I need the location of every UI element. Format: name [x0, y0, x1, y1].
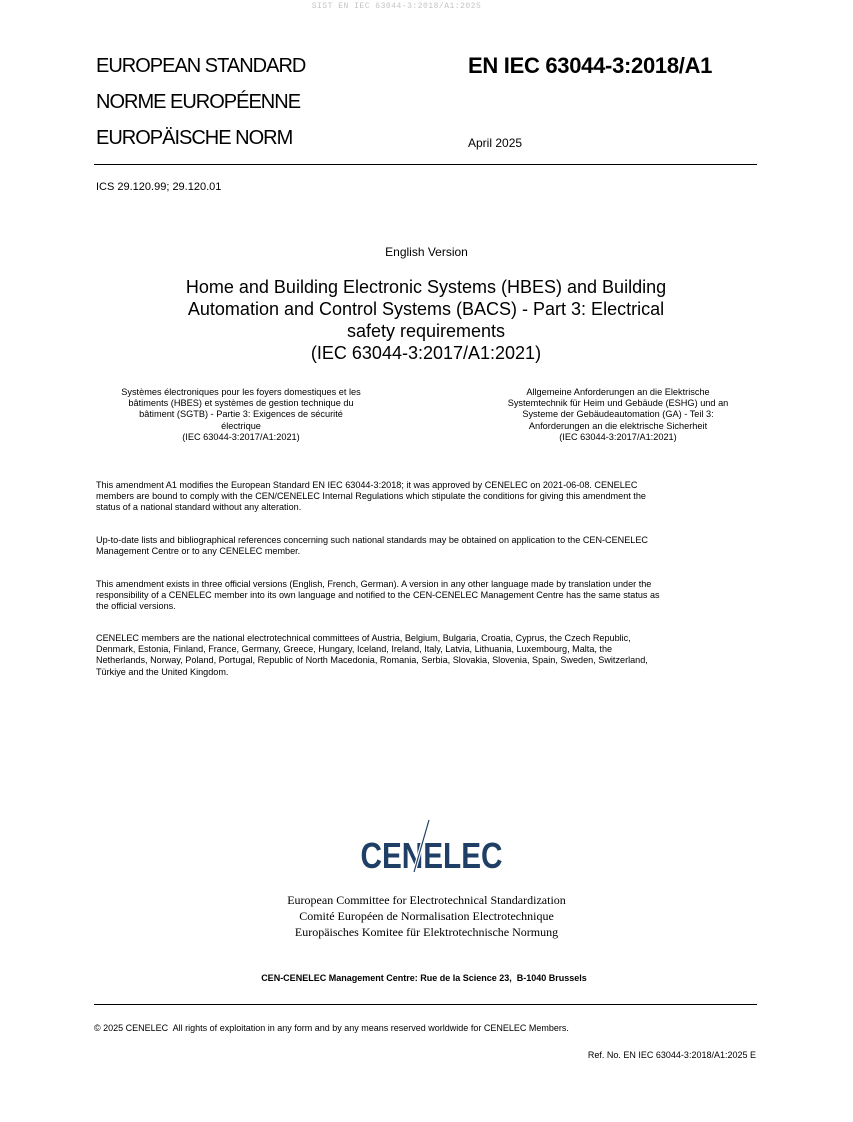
- document-number: EN IEC 63044-3:2018/A1: [468, 53, 713, 78]
- references-paragraph: [96, 535, 761, 557]
- committee-name-german: Europäisches Komitee für Elektrotechnische Normung: [294, 925, 559, 939]
- french-title-line: bâtiments (HBES) et systèmes de gestion technique du: [128, 398, 354, 409]
- standard-type-english: EUROPEAN STANDARD: [96, 55, 306, 77]
- german-title-line: Allgemeine Anforderungen an die Elektrische: [526, 387, 710, 397]
- reference-number: Ref. No. EN IEC 63044-3:2018/A1:2025 E: [587, 1050, 756, 1060]
- french-title: [96, 387, 386, 443]
- standard-type-french: NORME EUROPÉENNE: [96, 91, 301, 113]
- paragraph-line: This amendment exists in three official versions (English, French, German). A version in any other language made by translation under the: [96, 579, 652, 589]
- title-line: safety requirements: [346, 321, 506, 341]
- paragraph-line: responsibility of a CENELEC member into its own language and notified to the CEN-CENELEC Management Centre has the same status as: [96, 590, 660, 601]
- copyright-notice: © 2025 CENELEC All rights of exploitation in any form and by any means reserved worldwide for CENELEC Members.: [94, 1023, 569, 1033]
- logo-wordmark: CENELEC: [360, 835, 503, 876]
- german-title: [480, 387, 756, 443]
- footer-divider: [94, 1004, 757, 1005]
- amendment-paragraph: [96, 480, 761, 514]
- paragraph-line: Türkiye and the United Kingdom.: [96, 666, 229, 677]
- paragraph-line: Netherlands, Norway, Poland, Portugal, Republic of North Macedonia, Romania, Serbia, Slovakia, Slovenia, Spain, Sweden, Switzerland,: [96, 655, 648, 666]
- paragraph-line: Up-to-date lists and bibliographical references concerning such national standards may be obtained on application to the CEN-CENELEC: [96, 535, 649, 545]
- title-line: Home and Building Electronic Systems (HBES) and Building: [185, 277, 667, 297]
- versions-paragraph: [96, 579, 761, 613]
- paragraph-line: members are bound to comply with the CEN/CENELEC Internal Regulations which stipulate the conditions for giving this amendment the: [96, 491, 646, 502]
- header-divider: [94, 164, 757, 165]
- document-title: [96, 276, 756, 364]
- publication-date: April 2025: [468, 136, 523, 150]
- committee-name-french: Comité Européen de Normalisation Electrotechnique: [299, 909, 554, 923]
- committee-name-english: European Committee for Electrotechnical Standardization: [287, 893, 566, 907]
- committee-names: [0, 892, 853, 940]
- french-title-line: électrique: [221, 420, 261, 431]
- watermark: SIST EN IEC 63044-3:2018/A1:2025: [311, 2, 482, 11]
- management-centre-address: CEN-CENELEC Management Centre: Rue de la Science 23, B-1040 Brussels: [261, 973, 587, 983]
- french-title-line: bâtiment (SGTB) - Partie 3: Exigences de sécurité: [139, 409, 343, 420]
- french-title-line: Systèmes électroniques pour les foyers domestiques et les: [121, 387, 361, 397]
- paragraph-line: the official versions.: [96, 601, 176, 612]
- french-title-line: (IEC 63044-3:2017/A1:2021): [182, 431, 300, 442]
- members-paragraph: [96, 633, 761, 678]
- german-title-line: Systemtechnik für Heim und Gebäude (ESHG) und an: [507, 398, 729, 409]
- ics-codes: ICS 29.120.99; 29.120.01: [96, 181, 222, 193]
- paragraph-line: This amendment A1 modifies the European Standard EN IEC 63044-3:2018; it was approved by CENELEC on 2021-06-08. CENELEC: [96, 480, 638, 490]
- paragraph-line: Management Centre or to any CENELEC member.: [96, 546, 301, 557]
- paragraph-line: Denmark, Estonia, Finland, France, Germany, Greece, Hungary, Iceland, Ireland, Italy, Latvia, Lithuania, Luxembourg, Malta, the: [96, 644, 613, 655]
- paragraph-line: CENELEC members are the national electrotechnical committees of Austria, Belgium, Bulgaria, Croatia, Cyprus, the Czech Republic,: [96, 633, 631, 643]
- language-version: English Version: [385, 245, 468, 259]
- paragraph-line: status of a national standard without any alteration.: [96, 502, 302, 513]
- german-title-line: (IEC 63044-3:2017/A1:2021): [559, 431, 677, 442]
- standard-type-german: EUROPÄISCHE NORM: [96, 127, 293, 149]
- cenelec-logo: [359, 818, 504, 874]
- german-title-line: Systeme der Gebäudeautomation (GA) - Teil 3:: [522, 409, 714, 420]
- title-line: (IEC 63044-3:2017/A1:2021): [310, 343, 542, 363]
- german-title-line: Anforderungen an die elektrische Sicherheit: [528, 420, 708, 431]
- title-line: Automation and Control Systems (BACS) - Part 3: Electrical: [187, 299, 665, 319]
